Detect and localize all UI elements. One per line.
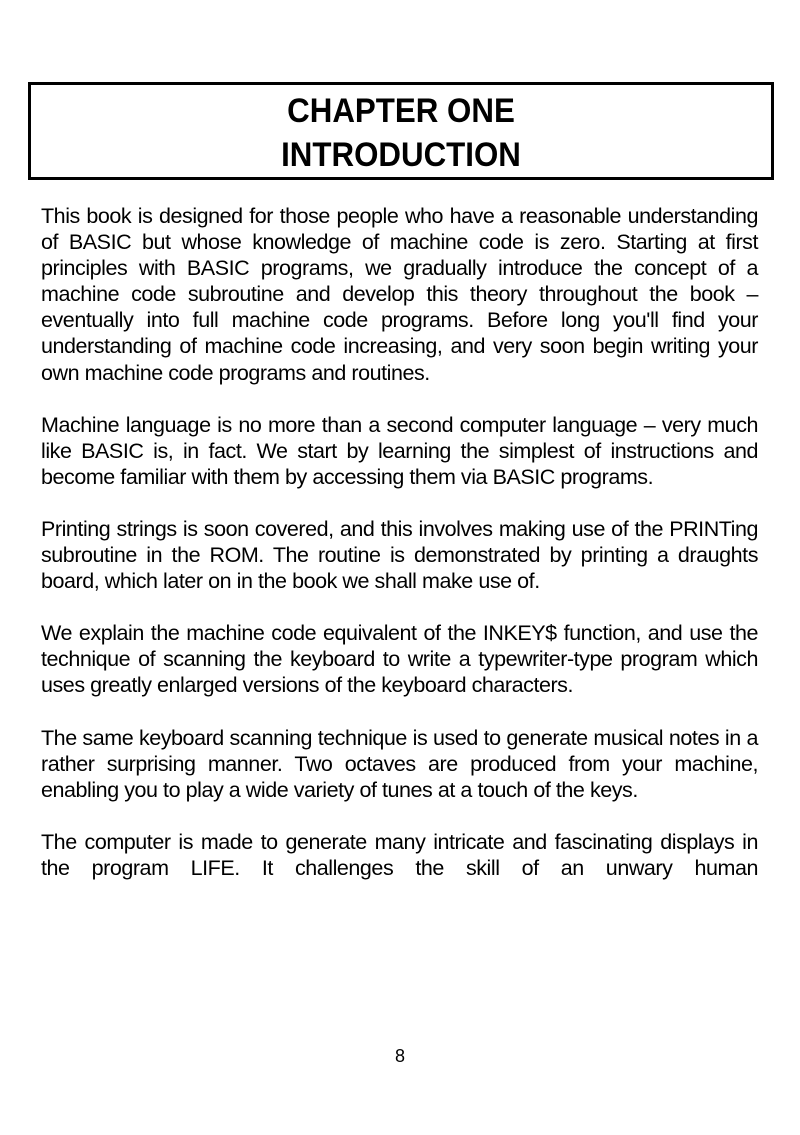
paragraph: Machine language is no more than a second computer language – very much like BASIC is, in fact. We start by learning the simplest of instructions and become familiar with them by accessing them via BASIC programs. [41,412,758,489]
body-text [41,203,758,907]
chapter-title: INTRODUCTION [281,136,521,174]
paragraph: The same keyboard scanning technique is used to generate musical notes in a rather surprising manner. Two octaves are produced from your machine, enabling you to play a wide variety of tunes at a touch of the keys. [41,725,758,802]
chapter-heading-box [28,82,774,180]
chapter-number: CHAPTER ONE [287,92,515,130]
paragraph: We explain the machine code equivalent of the INKEY$ function, and use the technique of scanning the keyboard to write a typewriter-type program which uses greatly enlarged versions of the keyboard characters. [41,621,758,698]
paragraph: Printing strings is soon covered, and this involves making use of the PRINTing subroutine in the ROM. The routine is demonstrated by printing a draughts board, which later on in the book we shall make use of. [41,516,758,594]
page-number: 8 [394,1046,405,1066]
paragraph: The computer is made to generate many intricate and fascinating displays in the program LIFE. It challenges the skill of an unwary human [41,829,758,880]
paragraph: This book is designed for those people who have a reasonable understanding of BASIC but whose knowledge of machine code is zero. Starting at first principles with BASIC programs, we gradually introduce the concept of a machine code subroutine and develop this theory throughout the book – eventually into full machine code programs. Before long you'll find your understanding of machine code increasing, and very soon begin writing your own machine code programs and routines. [41,204,758,385]
